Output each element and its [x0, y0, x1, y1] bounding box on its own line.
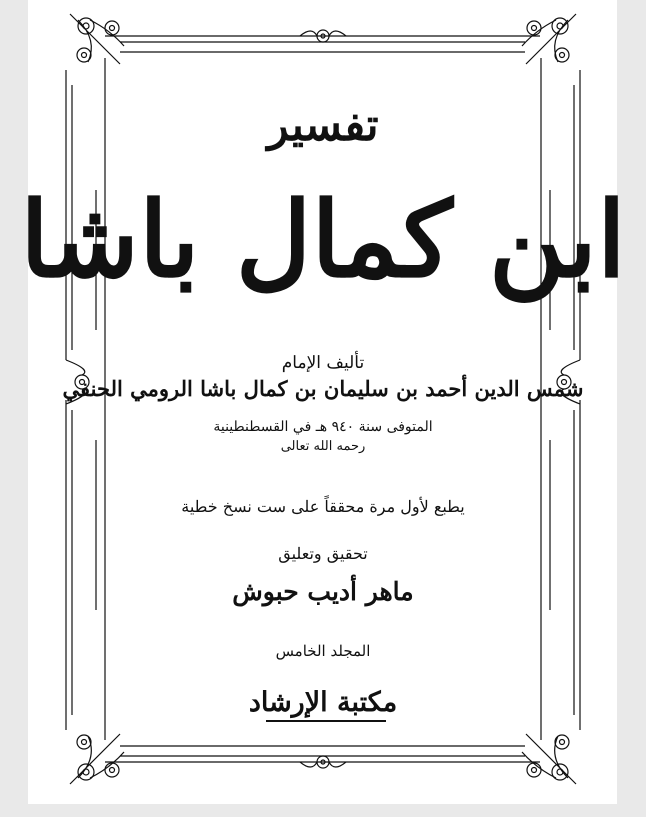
- publisher-name: مكتبة الإرشاد: [248, 687, 398, 718]
- edition-note: يطبع لأول مرة محققاً على ست نسخ خطية: [181, 497, 465, 516]
- title-line-1: تفسير: [267, 100, 379, 151]
- publisher-underline: [266, 720, 386, 722]
- death-note: المتوفى سنة ٩٤٠ هـ في القسطنطينية: [213, 419, 433, 435]
- volume-label: المجلد الخامس: [275, 642, 371, 660]
- author-name: شمس الدين أحمد بن سليمان بن كمال باشا الرومي الحنفي: [62, 376, 584, 401]
- book-title: ابن كمال باشا: [20, 178, 626, 301]
- editor-name: ماهر أديب حبوش: [232, 577, 414, 606]
- mercy-phrase: رحمه الله تعالى: [280, 439, 366, 454]
- corner-ornament-tl: [70, 14, 124, 64]
- verification-label: تحقيق وتعليق: [278, 544, 368, 563]
- authored-by-label: تأليف الإمام: [281, 353, 365, 373]
